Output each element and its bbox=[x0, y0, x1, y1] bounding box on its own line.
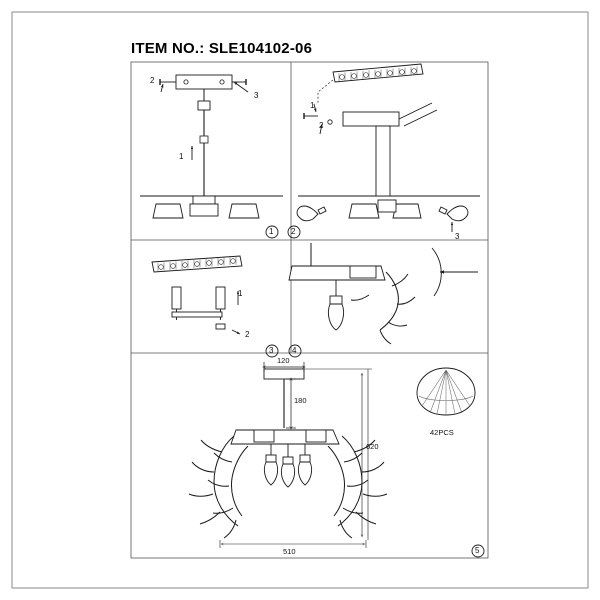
callout-3-2: 2 bbox=[245, 330, 250, 339]
callout-2-3: 3 bbox=[455, 232, 460, 241]
crystal-piece bbox=[417, 368, 475, 415]
step-badge-4: 4 bbox=[292, 346, 297, 355]
callout-1-3: 3 bbox=[254, 91, 259, 100]
callout-3-1: 1 bbox=[238, 289, 243, 298]
callout-1-1: 1 bbox=[179, 152, 184, 161]
callout-2-1: 1 bbox=[310, 101, 315, 110]
page-border bbox=[12, 12, 588, 588]
dimension-120: 120 bbox=[277, 356, 290, 365]
step-badge-3: 3 bbox=[269, 346, 274, 355]
step-badge-1: 1 bbox=[269, 227, 274, 236]
dimension-620: 620 bbox=[366, 442, 379, 451]
callout-2-2: 2 bbox=[319, 121, 324, 130]
crystal-qty-label: 42PCS bbox=[430, 428, 454, 437]
callout-1-2: 2 bbox=[150, 76, 155, 85]
step-badge-5: 5 bbox=[475, 546, 480, 555]
step-badge-2: 2 bbox=[291, 227, 296, 236]
page-title: ITEM NO.: SLE104102-06 bbox=[131, 40, 313, 57]
dimension-510: 510 bbox=[283, 547, 296, 556]
dimension-180: 180 bbox=[294, 396, 307, 405]
